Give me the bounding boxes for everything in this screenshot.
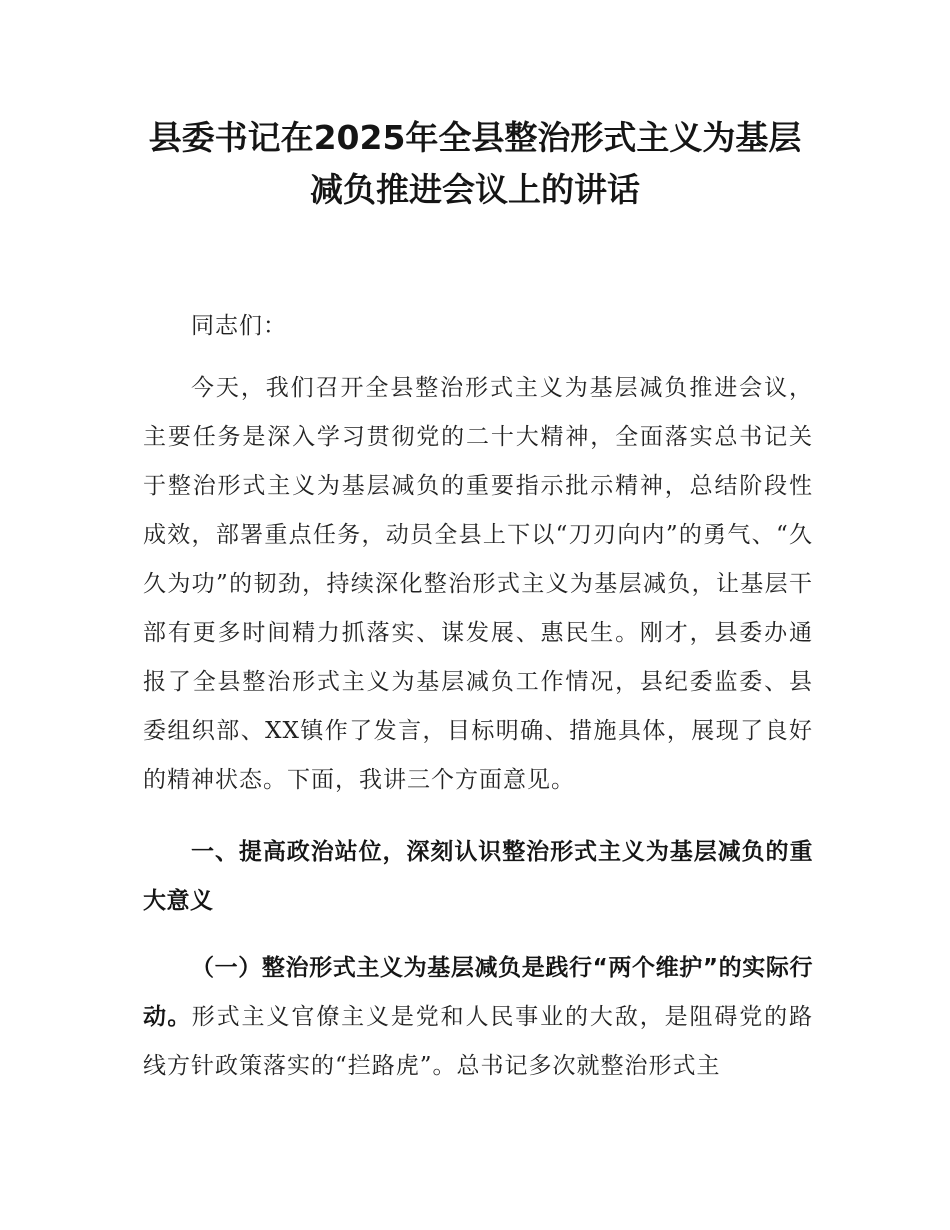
paragraph-intro: 今天，我们召开全县整治形式主义为基层减负推进会议，主要任务是深入学习贯彻党的二十大精神，全面落实总书记关于整治形式主义为基层减负的重要指示批示精神，总结阶段性成效，部署重点任务，动员全县上下以“刀刃向内”的勇气、“久久为功”的韧劲，持续深化整治形式主义为基层减负，让基层干部有更多时间精力抓落实、谋发展、惠民生。刚才，县委办通报了全县整治形式主义为基层减负工作情况，县纪委监委、县委组织部、XX镇作了发言，目标明确、措施具体，展现了良好的精神状态。下面，我讲三个方面意见。 xyxy=(143,375,813,793)
title-line-1: 县委书记在2025年全县整治形式主义为基层 xyxy=(148,118,802,157)
subheading-1: （一）整治形式主义为基层减负是践行“两个维护”的实际行动。 xyxy=(143,955,813,1030)
paragraph-section-1-1 xyxy=(143,944,813,1091)
title-line-2: 减负推进会议上的讲话 xyxy=(310,170,640,209)
salutation: 同志们： xyxy=(191,313,287,339)
paragraph-section-1-1-text: 形式主义官僚主义是党和人民事业的大敌，是阻碍党的路线方针政策落实的“拦路虎”。总书记多次就整治形式主 xyxy=(143,1004,814,1079)
document-title xyxy=(120,112,830,216)
section-heading-1: 一、提高政治站位，深刻认识整治形式主义为基层减负的重大意义 xyxy=(143,839,813,914)
